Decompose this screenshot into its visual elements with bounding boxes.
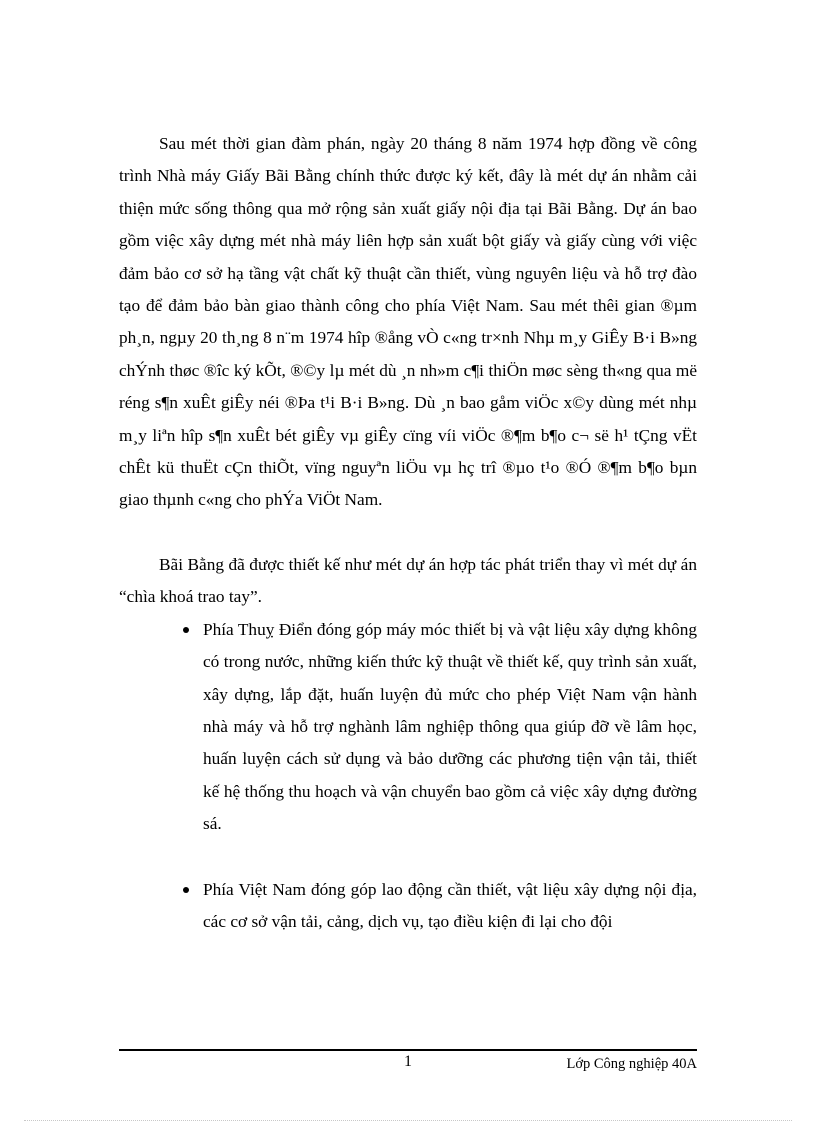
page-bottom-edge: [24, 1120, 792, 1121]
list-item-vietnam-contribution: [119, 874, 697, 939]
footer-class-label: Lớp Công nghiệp 40A: [566, 1056, 697, 1072]
contribution-list: [119, 614, 697, 939]
paragraph-spacer: [119, 517, 697, 549]
list-item-sweden-contribution: [119, 614, 697, 841]
list-item-text: Phía Thuỵ Điển đóng góp máy móc thiết bị và vật liệu xây dựng không có trong nước, những kiến thức kỹ thuật về thiết kế, quy trình sản xuất, xây dựng, lắp đặt, huấn luyện đủ mức cho phép Việt Nam vận hành nhà máy và hỗ trợ nghành lâm nghiệp thông qua giúp đỡ về lâm học, huấn luyện cách sử dụng và bảo dưỡng các phương tiện vận tải, thiết kế hệ thống thu hoạch và vận chuyển bao gồm cả việc xây dựng đường sá.: [203, 619, 697, 834]
bullet-icon: [183, 627, 189, 633]
paragraph-contract-signing: Sau mét thời gian đàm phán, ngày 20 tháng 8 năm 1974 hợp đồng về công trình Nhà máy Giấy Bãi Bằng chính thức được ký kết, đây là mét dự án nhằm cải thiện mức sống thông qua mở rộng sản xuất giấy nội địa tại Bãi Bằng. Dự án bao gồm việc xây dựng mét nhà máy liên hợp sản xuất bột giấy và giấy cùng với việc đảm bảo cơ sở hạ tầng vật chất kỹ thuật cần thiết, vùng nguyên liệu và hỗ trợ đào tạo để đảm bảo bàn giao thành công cho phía Việt Nam. Sau mét thêi gian ®µm ph¸n, ngµy 20 th¸ng 8 n¨m 1974 hîp ®ång vÒ c«ng tr×nh Nhµ m¸y GiÊy B·i B»ng chÝnh thøc ®îc ký kÕt, ®©y lµ mét dù ¸n nh»m c¶i thiÖn møc sèng th«ng qua më réng s¶n xuÊt giÊy néi ®Þa t¹i B·i B»ng. Dù ¸n bao gåm viÖc x©y dùng mét nhµ m¸y liªn hîp s¶n xuÊt bét giÊy vµ giÊy cïng víi viÖc ®¶m b¶o c¬ së h¹ tÇng vËt chÊt kü thuËt cÇn thiÕt, vïng nguyªn liÖu vµ hç trî ®µo t¹o ®Ó ®¶m b¶o bµn giao thµnh c«ng cho phÝa ViÖt Nam.: [119, 134, 697, 510]
bullet-icon: [183, 887, 189, 893]
document-body: [119, 128, 697, 938]
paragraph-cooperation-project: Bãi Bằng đã được thiết kế như mét dự án hợp tác phát triển thay vì mét dự án “chìa khoá trao tay”.: [119, 554, 697, 607]
footer-divider: [119, 1049, 697, 1051]
list-item-text: Phía Việt Nam đóng góp lao động cần thiết, vật liệu xây dựng nội địa, các cơ sở vận tải, cảng, dịch vụ, tạo điều kiện đi lại cho đội: [203, 879, 697, 931]
page-number: 1: [404, 1053, 412, 1070]
